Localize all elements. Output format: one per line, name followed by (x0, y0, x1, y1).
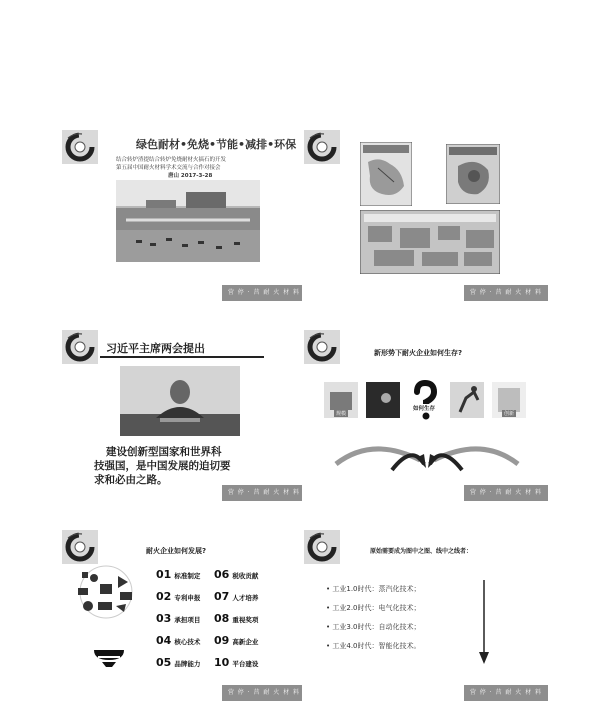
night-image (366, 382, 400, 418)
slide4-title: 新形势下耐火企业如何生存? (374, 349, 463, 357)
slide-banner: 营 停 · 莒 耐 火 材 料 (464, 485, 548, 501)
company-logo-icon (304, 330, 340, 364)
slide1-subtitle2: 第五届中国耐火材料学术交流与合作对接会 (116, 165, 221, 171)
slide-3 (60, 330, 310, 505)
quote-line-3: 求和必由之路。 (94, 474, 168, 486)
slide6-title: 原始需要成为图中之图、线中之线者： (370, 548, 473, 555)
runner-image (450, 382, 484, 418)
quote-line-1: 建设创新型国家和世界科 (106, 446, 222, 458)
slide-2 (302, 130, 552, 305)
bowl-stack-icon (94, 648, 124, 668)
innovation-label: 创新 (504, 411, 515, 417)
quote-line-2: 技强国，是中国发展的迫切要 (94, 460, 231, 472)
slide1-date: 唐山 2017-3-28 (168, 173, 213, 179)
development-item-09: 09 高新企业 (214, 634, 259, 647)
down-arrow-icon (478, 580, 490, 664)
exhibit-board (360, 210, 500, 274)
scale-label: 规模 (336, 411, 347, 417)
converging-arrows-icon (332, 434, 522, 474)
development-item-03: 03 承担项目 (156, 612, 201, 625)
development-item-06: 06 税收贡献 (214, 568, 259, 581)
question-label: 如何生存 (413, 406, 436, 412)
question-mark-icon (408, 380, 442, 420)
slide1-title: 绿色耐材•免烧•节能•减排•环保 (136, 138, 297, 151)
bullet-item: • 工业3.0时代：自动化技术； (326, 623, 421, 631)
development-item-08: 08 重视奖项 (214, 612, 259, 625)
map-poster-right (446, 144, 500, 204)
development-item-07: 07 人才培养 (214, 590, 259, 603)
development-item-05: 05 品牌能力 (156, 656, 201, 669)
slide-1 (60, 130, 310, 305)
slide-banner: 营 停 · 莒 耐 火 材 料 (464, 685, 548, 701)
company-logo-icon (304, 530, 340, 564)
bullet-item: • 工业1.0时代：蒸汽化技术； (326, 585, 421, 593)
slide3-title: 习近平主席两会提出 (106, 342, 205, 355)
slide-6 (302, 530, 552, 705)
slide-banner: 营 停 · 莒 耐 火 材 料 (464, 285, 548, 301)
development-item-02: 02 专利申报 (156, 590, 201, 603)
slide1-subtitle1: 结合转炉渣提结合转炉免烧耐材火搞石的开发 (116, 157, 227, 163)
education-icons-cluster (70, 564, 142, 620)
map-poster-left (360, 142, 412, 206)
slide-banner: 营 停 · 莒 耐 火 材 料 (222, 685, 306, 701)
slide-4 (302, 330, 552, 505)
slide-banner: 营 停 · 莒 耐 火 材 料 (222, 485, 306, 501)
company-logo-icon (62, 130, 98, 164)
factory-photo (116, 180, 260, 262)
development-item-01: 01 标准制定 (156, 568, 201, 581)
company-logo-icon (62, 330, 98, 364)
company-logo-icon (62, 530, 98, 564)
slide5-title: 耐火企业如何发展? (146, 547, 207, 555)
development-item-04: 04 核心技术 (156, 634, 201, 647)
bullet-item: • 工业2.0时代：电气化技术； (326, 604, 421, 612)
speech-photo (120, 366, 240, 436)
development-item-10: 10 平台建设 (214, 656, 259, 669)
bullet-item: • 工业4.0时代：智能化技术。 (326, 642, 421, 650)
slide-banner: 营 停 · 莒 耐 火 材 料 (222, 285, 306, 301)
title-underline (100, 356, 264, 358)
company-logo-icon (304, 130, 340, 164)
slide-5 (60, 530, 310, 705)
